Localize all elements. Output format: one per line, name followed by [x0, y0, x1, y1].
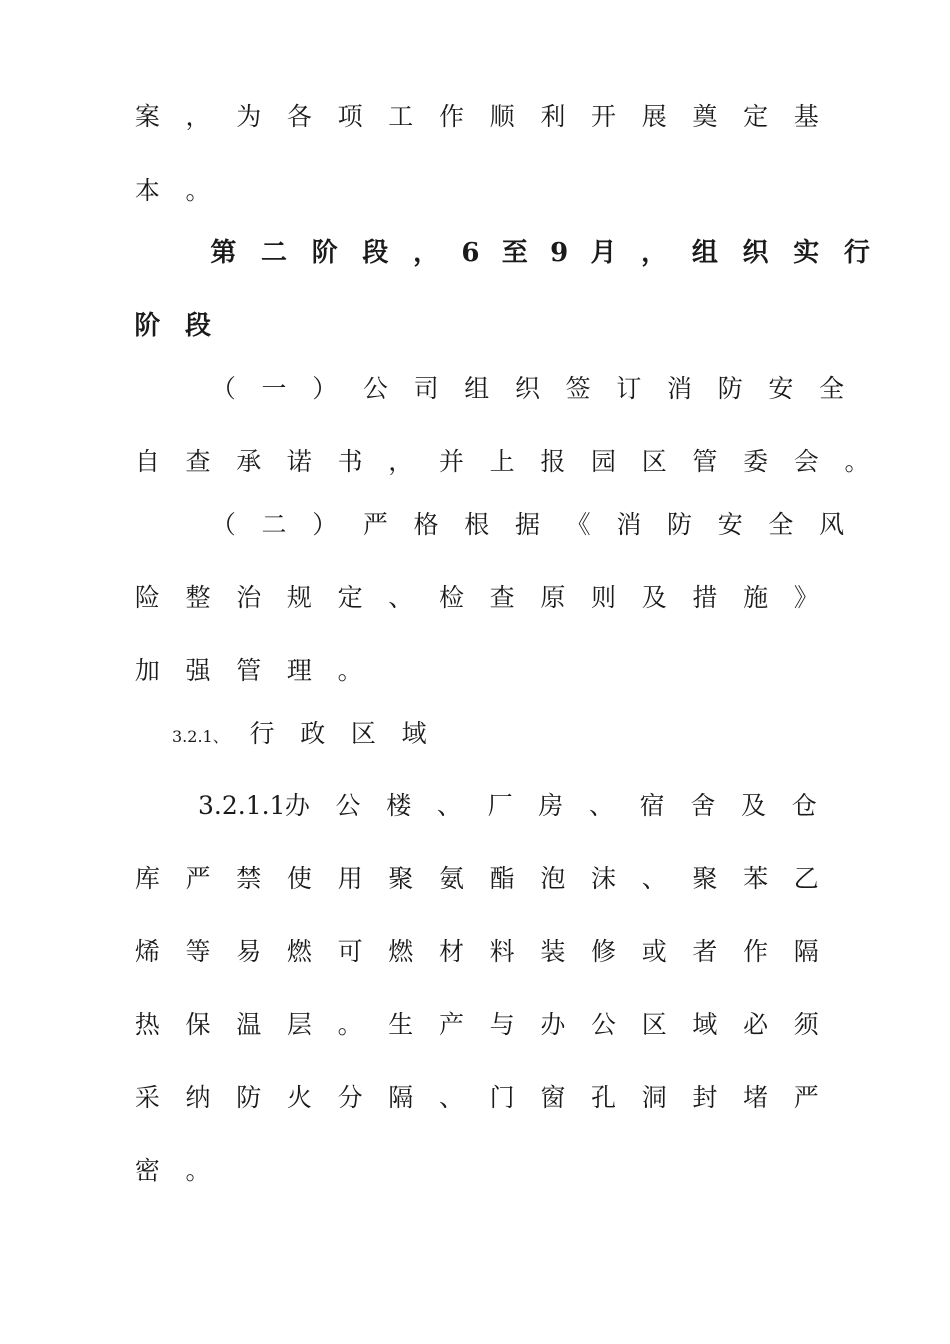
list-item: （ 二 ） 严 格 根 据 《 消 防 安 全 风 — [210, 510, 845, 539]
subsection-heading — [172, 721, 439, 746]
paragraph-line: 自 查 承 诺 书 ， 并 上 报 园 区 管 委 会 。 — [134, 447, 870, 476]
paragraph-line: 本 。 — [134, 176, 211, 205]
paragraph-line: 密 。 — [134, 1156, 211, 1185]
paragraph-line: 库 严 禁 使 用 聚 氨 酯 泡 沫 、 聚 苯 乙 — [134, 864, 819, 893]
paragraph-line: 案 ， 为 各 项 工 作 顺 利 开 展 奠 定 基 — [134, 102, 819, 131]
clause-text: 办 公 楼 、 厂 房 、 宿 舍 及 仓 — [284, 791, 817, 820]
paragraph-line: 采 纳 防 火 分 隔 、 门 窗 孔 洞 封 堵 严 — [134, 1083, 819, 1112]
clause-number: 3.2.1.1 — [198, 791, 286, 820]
section-heading: 第 二 阶 段 ， 6 至 9 月 ， 组 织 实 行 — [210, 238, 870, 268]
list-item: （ 一 ） 公 司 组 织 签 订 消 防 安 全 — [210, 374, 845, 403]
section-heading: 阶 段 — [134, 311, 212, 341]
paragraph-line: 加 强 管 理 。 — [134, 656, 363, 685]
paragraph-line: 热 保 温 层 。 生 产 与 办 公 区 域 必 须 — [134, 1010, 819, 1039]
subsection-number: 3.2.1、 — [172, 727, 229, 746]
paragraph-line: 险 整 治 规 定 、 检 查 原 则 及 措 施 》 — [134, 583, 819, 612]
paragraph-line: 烯 等 易 燃 可 燃 材 料 装 修 或 者 作 隔 — [134, 937, 819, 966]
clause-line — [198, 793, 830, 818]
subsection-title: 行 政 区 域 — [249, 719, 427, 748]
